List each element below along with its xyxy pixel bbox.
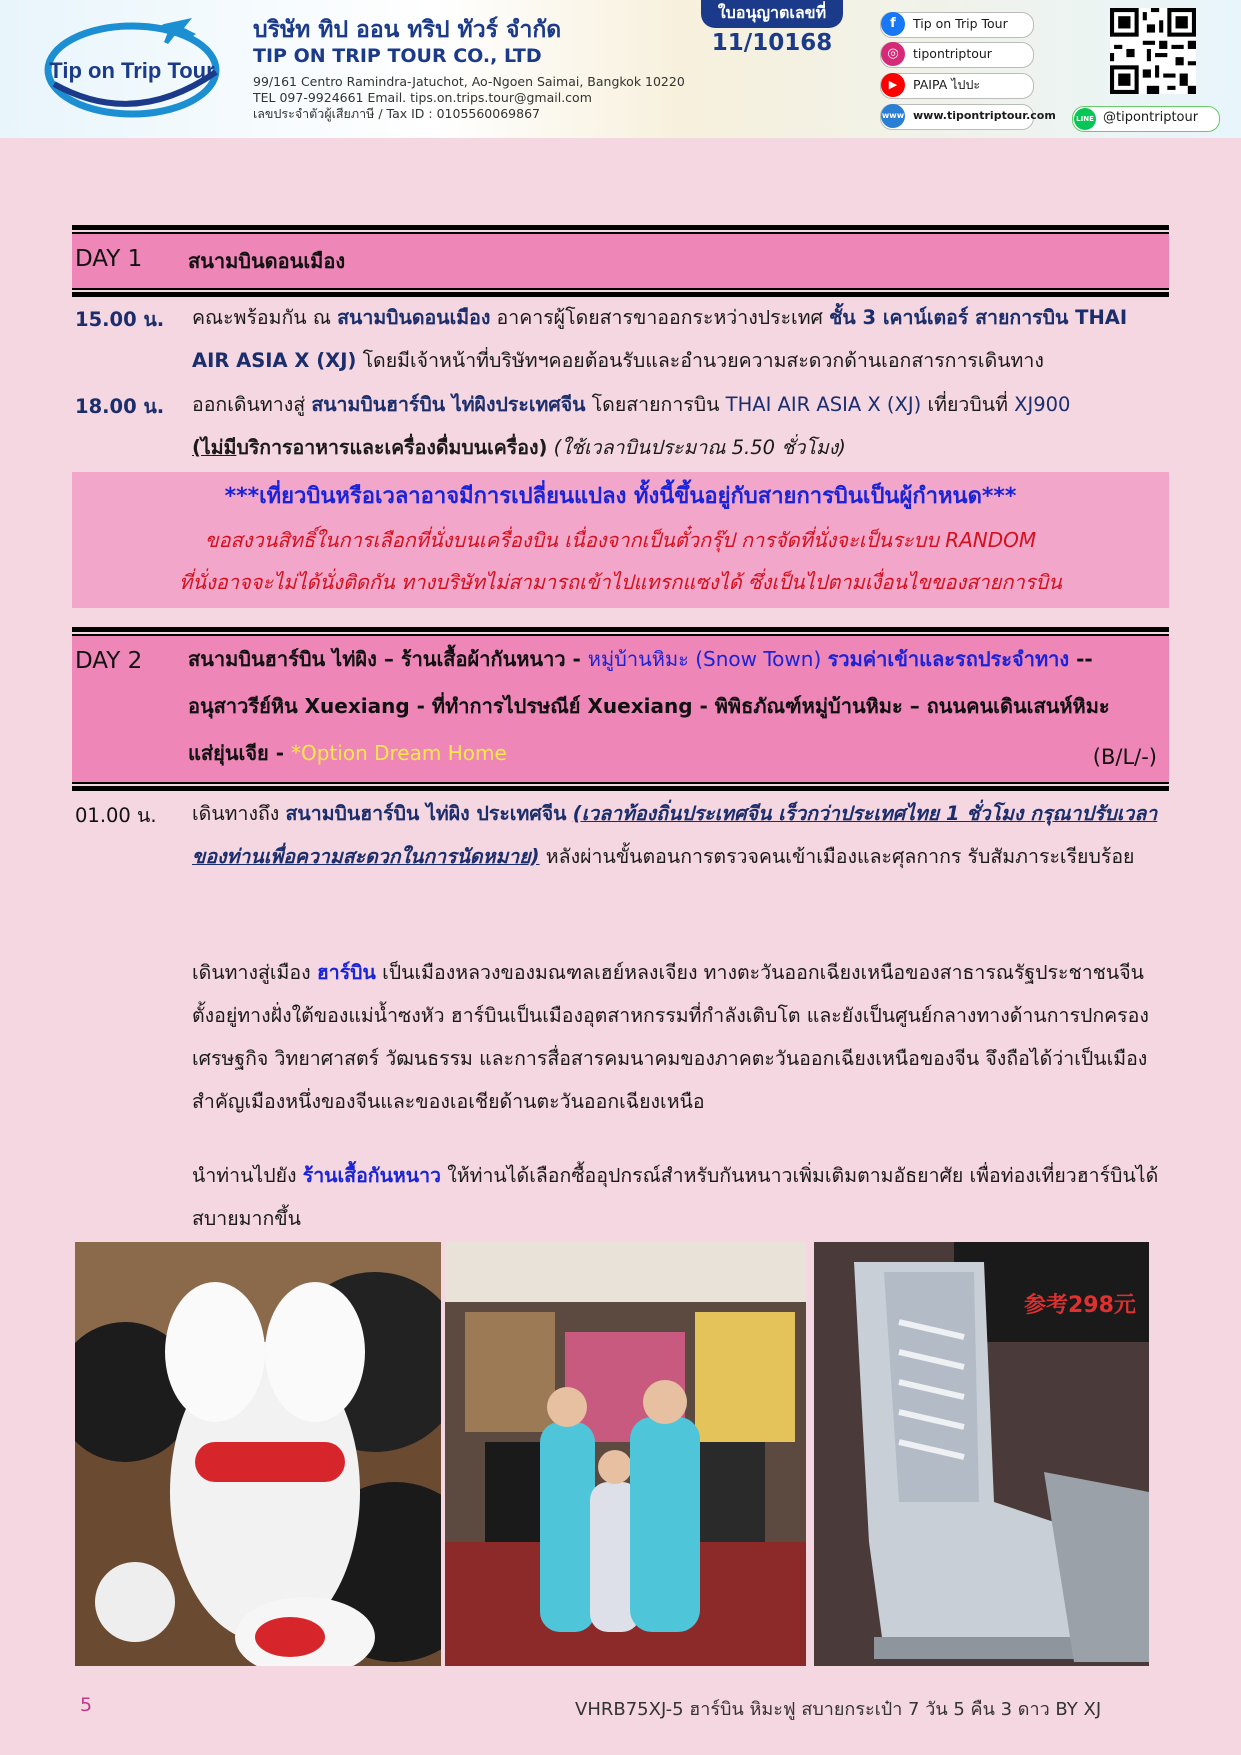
text-span: โดยมีเจ้าหน้าที่บริษัทฯคอยต้อนรับและอำนวยความสะดวกด้านเอกสารการเดินทาง [356, 349, 1044, 372]
photo-snow-suits [445, 1242, 806, 1666]
line-icon: LINE [1074, 108, 1096, 130]
address: 99/161 Centro Ramindra-Jatuchot, Ao-Ngoen Saimai, Bangkok 10220 [253, 74, 685, 89]
day2-title [188, 636, 1163, 777]
social-line-label: @tipontriptour [1103, 110, 1199, 125]
shop-name: ร้านเสื้อกันหนาว [302, 1164, 442, 1187]
photo-snow-boots [814, 1242, 1149, 1666]
city-name: ฮาร์บิน [316, 961, 376, 984]
flight-number: XJ900 [1014, 393, 1071, 416]
flight-notice-box [72, 472, 1169, 608]
notice-line-3: ที่นั่งอาจจะไม่ได้นั่งติดกัน ทางบริษัทไม่สามารถเข้าไปแทรกแซงได้ ซึ่งเป็นไปตามเงื่อนไขของสายการบิน [179, 570, 1062, 594]
airport-name: สนามบินดอนเมือง [337, 306, 491, 329]
day2-meals: (B/L/-) [1092, 745, 1157, 769]
text-span: แส่ยุ่นเจีย - [188, 741, 291, 765]
company-logo [44, 14, 224, 124]
logo-text: Tip on Trip Tour [49, 58, 215, 83]
social-youtube[interactable] [880, 73, 1034, 99]
tax-id: เลขประจำตัวผู้เสียภาษี / Tax ID : 0105560069867 [253, 106, 540, 121]
social-facebook-label: Tip on Trip Tour [913, 16, 1008, 31]
qr-code-icon [1110, 8, 1196, 94]
destination-airport: สนามบินฮาร์บิน ไท่ผิงประเทศจีน [311, 393, 586, 416]
license-badge [693, 0, 851, 62]
text-span: อนุสาวรีย์หิน Xuexiang - ที่ทำการไปรษณีย์ Xuexiang - พิพิธภัณฑ์หมู่บ้านหิมะ – ถนนคนเดินเสนห์หิมะ [188, 694, 1110, 718]
day2-harbin-paragraph [192, 951, 1167, 1123]
text-span: นำท่านไปยัง [192, 1164, 303, 1187]
license-number: 11/10168 [711, 30, 833, 56]
day1-time-1: 15.00 น. [75, 308, 165, 331]
text-span: หลังผ่านขั้นตอนการตรวจคนเข้าเมืองและศุลกากร รับสัมภาระเรียบร้อย [539, 845, 1135, 868]
text-span: ให้ท่านได้เลือกซื้ออุปกรณ์สำหรับกันหนาวเพิ่มเติมตามอัธยาศัย เพื่อท่องเที่ยวฮาร์บินได้สบายมากขึ้น [192, 1164, 1159, 1230]
web-icon: www [881, 104, 905, 128]
text-span: เป็นเมืองหลวงของมณฑลเฮย์หลงเจียง ทางตะวันออกเฉียงเหนือของสาธารณรัฐประชาชนจีน ตั้งอยู่ทางฝั่งใต้ของแม่น้ำซงหัว ฮาร์บินเป็นเมืองอุตสาหกรรมที่กำลังเติบโต และยังเป็นศูนย์กลางทางด้านการปกครอง เศรษฐกิจ วิทยาศาสตร์ วัฒนธรรม และการสื่อสารคมนาคมของภาคตะวันออกเฉียงเหนือของจีน จึงถือได้ว่าเป็นเมืองสำคัญเมืองหนึ่งของจีนและของเอเชียด้านตะวันออกเฉียงเหนือ [192, 961, 1149, 1113]
day2-shop-paragraph [192, 1154, 1167, 1240]
day2-bottom-rule [72, 786, 1169, 791]
license-label: ใบอนุญาตเลขที่ [701, 0, 843, 28]
notice-line-2: ขอสงวนสิทธิ์ในการเลือกที่นั่งบนเครื่องบิน เนื่องจากเป็นตั๋วกรุ๊ป การจัดที่นั่งจะเป็นระบบ RANDOM [204, 528, 1037, 552]
snow-town-included: รวมค่าเข้าและรถประจำทาง [827, 647, 1070, 671]
meal-note: บริการอาหารและเครื่องดื่มบนเครื่อง) [236, 436, 548, 459]
text-span: คณะพร้อมกัน ณ [192, 306, 338, 329]
snow-suits-image [445, 1242, 806, 1666]
social-instagram[interactable] [880, 42, 1034, 68]
day1-time-2: 18.00 น. [75, 395, 165, 418]
social-website[interactable] [880, 104, 1056, 130]
youtube-icon: ▶ [881, 73, 905, 97]
snow-town-name: หมู่บ้านหิมะ (Snow Town) [587, 647, 828, 671]
price-tag: 参考298元 [1024, 1293, 1136, 1318]
social-website-label: www.tipontriptour.com [913, 109, 1056, 122]
social-line[interactable] [1072, 106, 1220, 132]
text-span: -- [1069, 647, 1093, 671]
snow-boots-image [814, 1242, 1149, 1666]
text-span: ออกเดินทางสู่ [192, 393, 312, 416]
page-number: 5 [80, 1694, 93, 1716]
company-address-block [253, 74, 685, 122]
social-facebook[interactable] [880, 12, 1034, 38]
contact: TEL 097-9924661 Email. tips.on.trips.tour@gmail.com [253, 90, 592, 105]
company-name-th: บริษัท ทิป ออน ทริป ทัวร์ จำกัด [253, 17, 562, 43]
instagram-icon: ◎ [881, 42, 905, 66]
social-instagram-label: tipontriptour [913, 46, 992, 61]
option-dream-home: *Option Dream Home [291, 741, 507, 765]
arrival-airport: สนามบินฮาร์บิน ไท่ผิง ประเทศจีน [285, 802, 567, 825]
counter-info: ชั้น 3 เคาน์เตอร์ สายการบิน THAI AIR ASIA X (XJ) [192, 306, 1128, 372]
text-span: เดินทางถึง [192, 802, 286, 825]
photo-winter-hats [75, 1242, 441, 1666]
day1-title: สนามบินดอนเมือง [188, 249, 346, 273]
facebook-icon: f [881, 12, 905, 36]
text-span: เดินทางสู่เมือง [192, 961, 317, 984]
winter-hats-image [75, 1242, 441, 1666]
text-span: เที่ยวบินที่ [921, 393, 1015, 416]
day1-top-rule [72, 225, 1169, 230]
text-span: โดยสายการบิน [585, 393, 726, 416]
text-span: สนามบินฮาร์บิน ไท่ผิง – ร้านเสื้อผ้ากันหนาว - [188, 647, 588, 671]
day1-label: DAY 1 [75, 246, 143, 272]
notice-line-1: ***เที่ยวบินหรือเวลาอาจมีการเปลี่ยนแปลง ทั้งนี้ขึ้นอยู่กับสายการบินเป็นผู้กำหนด*** [224, 484, 1017, 509]
day2-label: DAY 2 [75, 648, 143, 674]
no-meal-note: (ไม่มี [192, 436, 237, 459]
timezone-note: (เวลาท้องถิ่นประเทศจีน เร็วกว่าประเทศไทย 1 ชั่วโมง กรุณาปรับเวลาของท่านเพื่อความสะดวกในการนัดหมาย) [192, 802, 1158, 868]
text-span: อาคารผู้โดยสารขาออกระหว่างประเทศ [490, 306, 830, 329]
day2-time-1: 01.00 น. [75, 804, 157, 827]
program-code: VHRB75XJ-5 ฮาร์บิน หิมะฟู สบายกระเป๋า 7 วัน 5 คืน 3 ดาว BY XJ [575, 1699, 1102, 1720]
social-youtube-label: PAIPA ไปปะ [913, 77, 981, 92]
day1-band [72, 234, 1169, 288]
day2-bottom-rule-thin [72, 782, 1169, 784]
flight-duration: (ใช้เวลาบินประมาณ 5.50 ชั่วโมง) [547, 436, 846, 459]
day1-bottom-rule-thin [72, 288, 1169, 290]
airline-name: THAI AIR ASIA X (XJ) [725, 393, 922, 416]
day2-arrival-paragraph [192, 792, 1167, 878]
letterhead [0, 0, 1241, 138]
day1-item-2 [192, 383, 1167, 469]
day2-band [72, 636, 1169, 782]
day2-top-rule [72, 627, 1169, 632]
day1-item-1 [192, 296, 1167, 382]
company-name-en: TIP ON TRIP TOUR CO., LTD [253, 45, 542, 67]
